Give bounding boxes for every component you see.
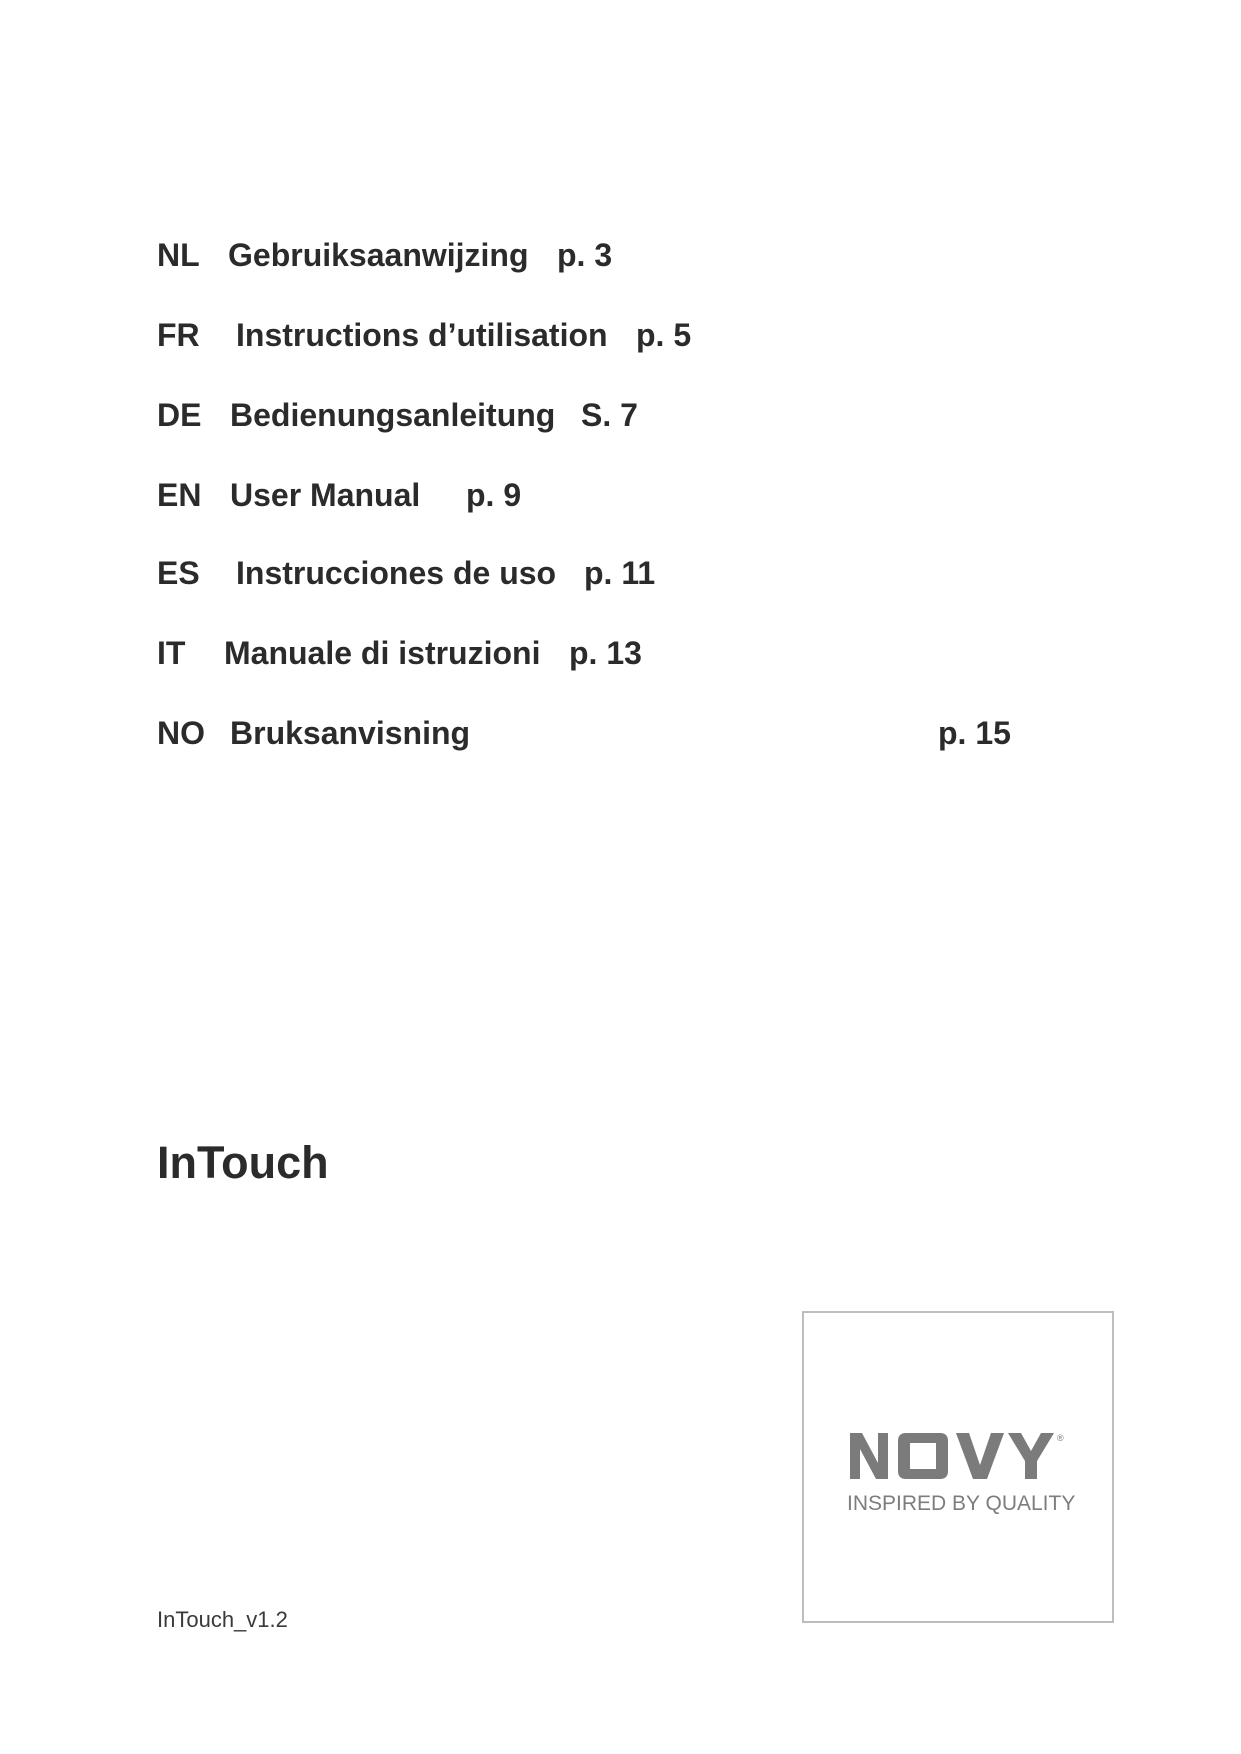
- toc-entry-fr[interactable]: [0, 313, 1241, 357]
- page-reference: p. 9: [466, 477, 522, 513]
- manual-title: User Manual: [230, 477, 421, 513]
- toc-entry-it[interactable]: [0, 631, 1241, 675]
- trademark-symbol: ®: [1057, 1433, 1064, 1443]
- toc-entry-nl[interactable]: [0, 233, 1241, 277]
- toc-entry-en[interactable]: [0, 473, 1241, 517]
- product-title: InTouch: [157, 1137, 329, 1188]
- language-code: DE: [157, 397, 202, 433]
- manual-title: Manuale di istruzioni: [224, 635, 541, 671]
- manual-title: Instrucciones de uso: [236, 555, 557, 591]
- page-reference: p. 5: [636, 317, 692, 353]
- toc-entry-de[interactable]: [0, 393, 1241, 437]
- page-reference: p. 11: [584, 555, 656, 591]
- language-code: NL: [157, 237, 200, 273]
- manual-title: Gebruiksaanwijzing: [228, 237, 529, 273]
- manual-title: Bruksanvisning: [230, 715, 471, 751]
- language-code: NO: [157, 715, 205, 751]
- page-reference: p. 3: [557, 237, 613, 273]
- document-version: InTouch_v1.2: [157, 1607, 288, 1632]
- novy-logo: [848, 1427, 1068, 1487]
- novy-logo-box: [802, 1311, 1114, 1623]
- language-code: EN: [157, 477, 202, 513]
- language-code: ES: [157, 555, 200, 591]
- logo-tagline: INSPIRED BY QUALITY: [847, 1492, 1076, 1515]
- page-reference: S. 7: [581, 397, 638, 433]
- page-reference: p. 15: [938, 715, 1011, 751]
- language-code: FR: [157, 317, 200, 353]
- manual-title: Bedienungsanleitung: [230, 397, 556, 433]
- language-code: IT: [157, 635, 186, 671]
- toc-entry-no[interactable]: [0, 711, 1241, 755]
- page-reference: p. 13: [569, 635, 642, 671]
- manual-title: Instructions d’utilisation: [236, 317, 608, 353]
- toc-entry-es[interactable]: [0, 551, 1241, 595]
